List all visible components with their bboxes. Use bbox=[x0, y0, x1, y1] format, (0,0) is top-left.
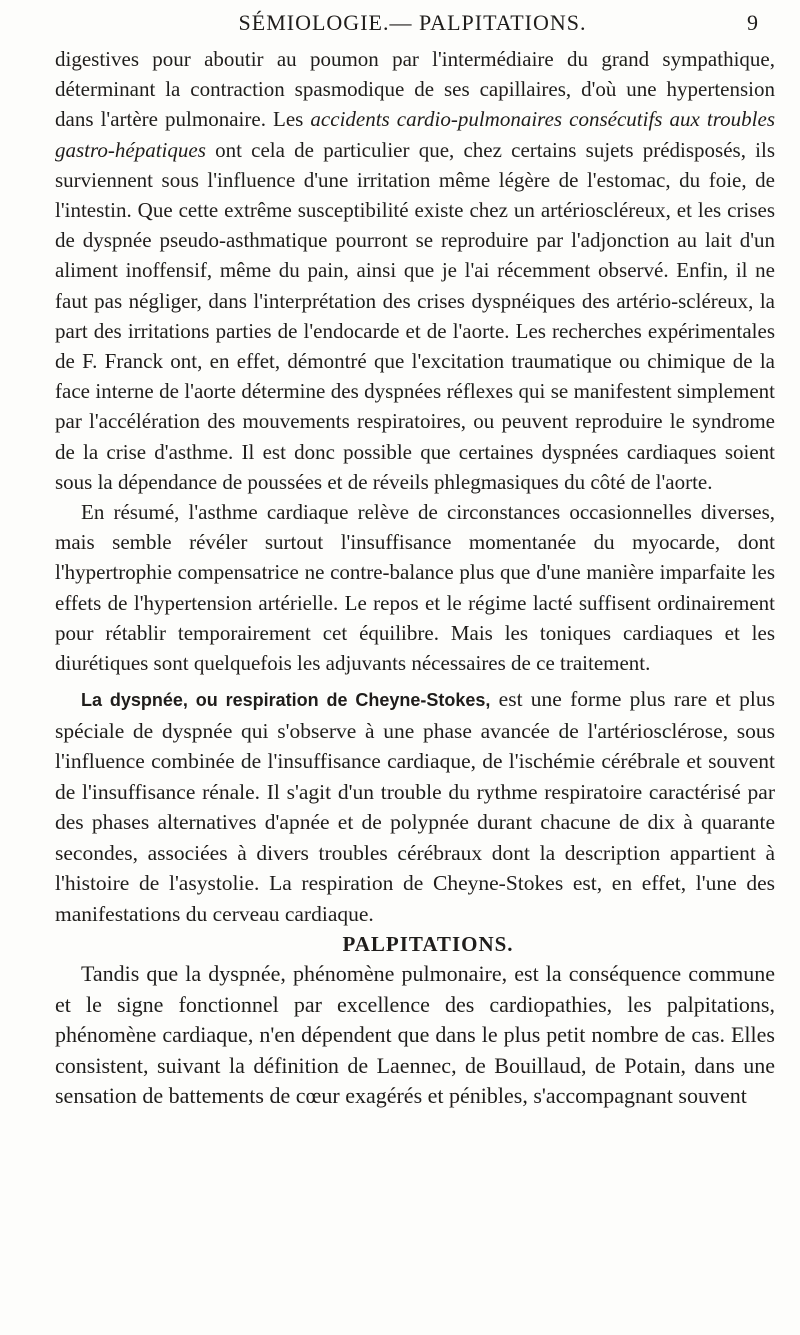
paragraph-accidents bbox=[55, 44, 775, 497]
running-title: SÉMIOLOGIE.— PALPITATIONS. bbox=[238, 10, 587, 35]
paragraph-text: ont cela de particulier que, chez certains sujets prédisposés, ils surviennent sous l'influence d'une irritation même légère de l'estomac, du foie, de l'intestin. Que cette extrême susceptibilité existe chez un artérioscléreux, et les crises de dyspnée pseudo-asthmatique pourront se reproduire par l'adjonction au lait d'un aliment inoffensif, même du pain, ainsi que je l'ai récemment observé. Enfin, il ne faut pas négliger, dans l'interprétation des crises dyspnéiques des artério-scléreux, la part des irritations parties de l'endocarde et de l'aorte. Les recherches expérimentales de F. Franck ont, en effet, démontré que l'excitation traumatique ou chimique de la face interne de l'aorte détermine des dyspnées réflexes qui se manifestent simplement par l'accélération des mouvements respiratoires, ou peuvent reproduire le syndrome de la crise d'asthme. Il est donc possible que certaines dyspnées cardiaques soient sous la dépendance de poussées et de réveils phlegmasiques du côté de l'aorte. bbox=[55, 137, 775, 494]
paragraph-text: En résumé, l'asthme cardiaque relève de circonstances occasionnelles diverses, mais semble révéler surtout l'insuffisance momentanée du myocarde, dont l'hypertrophie compensatrice ne contre-balance plus que d'une manière imparfaite les effets de l'hypertension artérielle. Le repos et le régime lacté suffisent ordinairement pour rétablir temporairement cet équilibre. Mais les toniques cardiaques et les diurétiques sont quelquefois les adjuvants nécessaires de ce traitement. bbox=[55, 500, 775, 676]
paragraph-text: est une forme plus rare et plus spéciale de dyspnée qui s'observe à une phase avancée de l'artériosclérose, sous l'influence combinée de l'insuffisance cardiaque, de l'ischémie cérébrale et souvent de l'insuffisance rénale. Il s'agit d'un trouble du rythme respiratoire caractérisé par des phases alternatives d'apnée et de polypnée durant chacune de dix à quarante secondes, associées à divers troubles cérébraux dont la description appartient à l'histoire de l'asystolie. La respiration de Cheyne-Stokes est, en effet, l'une des manifestations du cerveau cardiaque. bbox=[55, 687, 775, 926]
section-heading: PALPITATIONS. bbox=[342, 932, 514, 957]
paragraph-resume bbox=[55, 497, 775, 678]
paragraph-text: Tandis que la dyspnée, phénomène pulmonaire, est la conséquence commune et le signe fonctionnel par excellence des cardiopathies, les palpitations, phénomène cardiaque, n'en dépendent que dans le plus petit nombre de cas. Elles consistent, suivant la définition de Laennec, de Bouillaud, de Potain, dans une sensation de battements de cœur exagérés et pénibles, s'accompagnant souvent bbox=[55, 961, 775, 1109]
paragraph-cheyne-stokes bbox=[55, 684, 775, 929]
running-header bbox=[55, 10, 770, 40]
page-number: 9 bbox=[747, 10, 758, 35]
paragraph-palpitations bbox=[55, 959, 775, 1112]
bold-lead-in: La dyspnée, ou respiration de Cheyne-Stokes, bbox=[81, 690, 491, 711]
emphasized-phrase: accidents cardio-pulmonaires consécutifs aux troubles gastro-hépatiques bbox=[55, 107, 775, 162]
paragraph-text: digestives pour aboutir au poumon par l'intermédiaire du grand sympathique, déterminant la contraction spasmodique de ses capillaires, d'où une hypertension dans l'artère pulmonaire. Les bbox=[55, 47, 775, 132]
body-text bbox=[55, 44, 775, 1112]
